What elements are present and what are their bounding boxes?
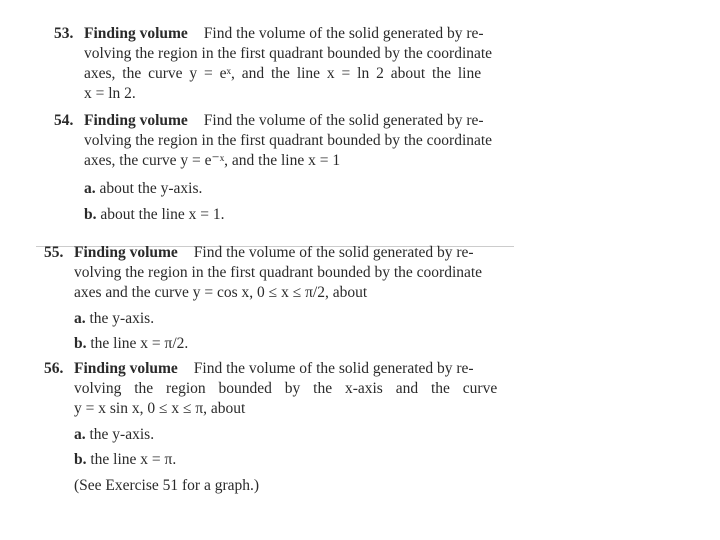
part-text: the y-axis.	[89, 310, 155, 327]
exercise-number: 56.	[44, 360, 64, 377]
exercise-text-line: Find the volume of the solid generated by re-	[193, 244, 474, 261]
exercise-part	[74, 450, 176, 470]
part-text: about the line x = 1.	[100, 206, 225, 223]
exercise-text-line: axes, the curve y = eˣ, and the line x = ln 2 about the line	[84, 65, 482, 82]
exercise-number: 55.	[44, 244, 64, 261]
part-label: a.	[74, 426, 86, 443]
exercise-part	[74, 334, 188, 354]
exercise-text-line: volving the region bounded by the x-axis and the curve	[74, 380, 498, 397]
exercise-title: Finding volume	[74, 360, 178, 377]
part-label: b.	[84, 206, 97, 223]
exercise-text-line: volving the region in the first quadrant bounded by the coordinate	[74, 264, 483, 281]
exercise-part	[74, 425, 154, 445]
exercise-text-line: volving the region in the first quadrant bounded by the coordinate	[84, 45, 493, 62]
part-label: a.	[74, 310, 86, 327]
part-label: b.	[74, 451, 87, 468]
exercise-part	[74, 309, 154, 329]
part-label: b.	[74, 335, 87, 352]
part-text: the line x = π/2.	[90, 335, 189, 352]
exercise-text-line: axes, the curve y = e⁻ˣ, and the line x = 1	[84, 152, 341, 169]
exercise-title: Finding volume	[84, 112, 188, 129]
part-text: the line x = π.	[90, 451, 177, 468]
exercise-part	[84, 179, 202, 199]
exercise-text-line: axes and the curve y = cos x, 0 ≤ x ≤ π/2, about	[74, 284, 368, 301]
exercise-part	[84, 205, 224, 225]
exercise-number: 53.	[54, 25, 74, 42]
exercise-text-line: volving the region in the first quadrant bounded by the coordinate	[84, 132, 493, 149]
part-label: a.	[84, 180, 96, 197]
exercise-number: 54.	[54, 112, 74, 129]
part-text: the y-axis.	[89, 426, 155, 443]
exercise-text-line: Find the volume of the solid generated by re-	[203, 112, 484, 129]
exercise-text-line: y = x sin x, 0 ≤ x ≤ π, about	[74, 400, 246, 417]
exercise-text-line: Find the volume of the solid generated by re-	[203, 25, 484, 42]
exercise-title: Finding volume	[74, 244, 178, 261]
part-text: about the y-axis.	[99, 180, 203, 197]
exercise-text-line: x = ln 2.	[84, 85, 136, 102]
exercise-title: Finding volume	[84, 25, 188, 42]
exercise-note: (See Exercise 51 for a graph.)	[74, 477, 260, 494]
exercise-text-line: Find the volume of the solid generated by re-	[193, 360, 474, 377]
